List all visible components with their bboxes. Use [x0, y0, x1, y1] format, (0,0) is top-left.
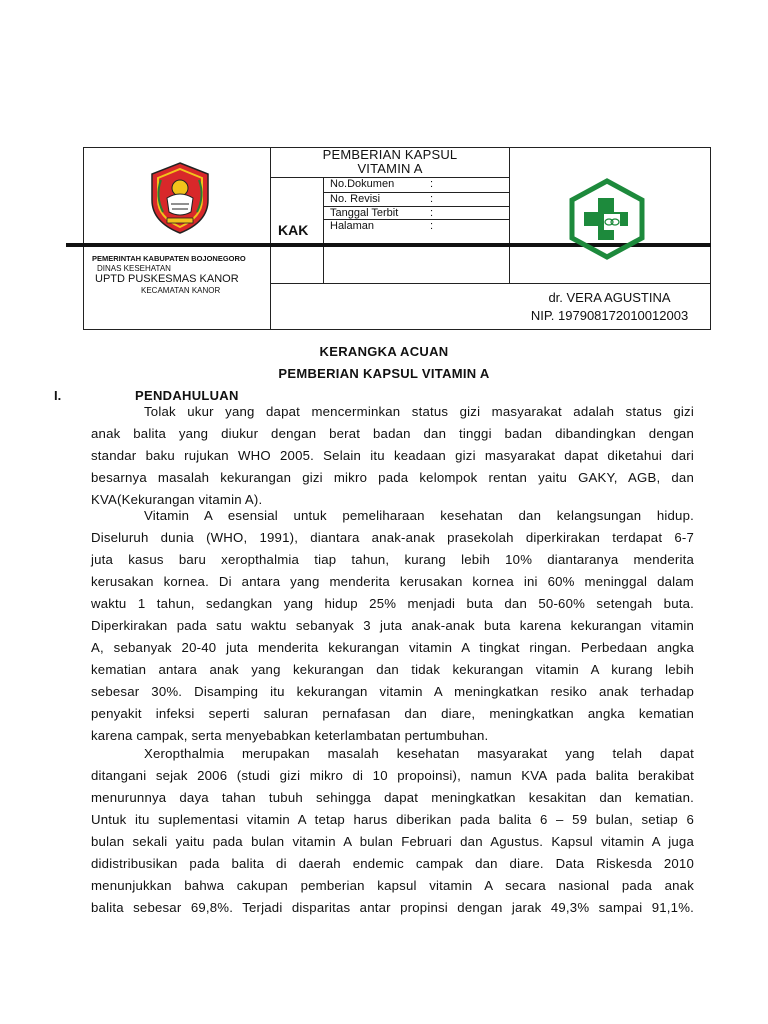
meta-halaman — [330, 220, 434, 232]
text-line: menurunnya daya tahan tubuh sehingga dapat meningkatkan kesakitan dan kematian. — [91, 790, 694, 805]
text-line: Tolak ukur yang dapat mencerminkan status gizi masyarakat adalah status gizi — [144, 404, 694, 419]
text-line: karena campak, serta menyebabkan keterlambatan pertumbuhan. — [91, 728, 489, 743]
meta-label: Tanggal Terbit — [330, 207, 399, 219]
kak-label: KAK — [278, 222, 309, 238]
text-line: Xeropthalmia merupakan masalah kesehatan masyarakat yang telah dapat — [144, 746, 694, 761]
divider-right — [509, 147, 510, 283]
org-health-office: DINAS KESEHATAN — [97, 264, 171, 273]
text-line: Diperkirakan pada satu waktu sebanyak 3 juta anak-anak buta karena kekurangan vitamin — [91, 618, 694, 633]
org-district: KECAMATAN KANOR — [141, 286, 221, 295]
meta-tanggal-terbit — [330, 207, 434, 219]
meta-colon: : — [430, 207, 434, 219]
text-line: penyakit infeksi seperti saluran pernafasan dan diare, meningkatkan angka kematian — [91, 706, 694, 721]
text-line: besarnya masalah kekurangan gizi mikro pada kelompok rentan yaitu GAKY, AGB, dan — [91, 470, 694, 485]
paragraph-3 — [91, 743, 694, 919]
row-sign-top — [270, 283, 711, 284]
meta-label: Halaman — [330, 220, 375, 232]
section-title: PENDAHULUAN — [135, 388, 239, 403]
document-title-line1: PEMBERIAN KAPSUL — [322, 147, 458, 162]
text-line: KVA(Kekurangan vitamin A). — [91, 492, 263, 507]
paragraph-2 — [91, 505, 694, 747]
paragraph-1 — [91, 401, 694, 511]
puskesmas-cross-logo-icon — [568, 178, 646, 260]
org-puskesmas: UPTD PUSKESMAS KANOR — [95, 273, 239, 285]
meta-label: No. Revisi — [330, 193, 381, 205]
meta-colon: : — [430, 193, 434, 205]
text-line: Untuk itu suplementasi vitamin A tetap harus diberikan pada balita 6 – 59 bulan, setiap 6 — [91, 812, 694, 827]
text-line: kerusakan kornea. Di antara yang menderita kerusakan kornea ini 60% meninggal dalam — [91, 574, 694, 589]
frame-bottom — [83, 329, 711, 330]
doc-heading-2: PEMBERIAN KAPSUL VITAMIN A — [278, 366, 490, 381]
text-line: bulan sekali yaitu pada bulan vitamin A bulan Februari dan Agustus. Kapsul vitamin A juga — [91, 834, 694, 849]
signer-name: dr. VERA AGUSTINA — [548, 290, 671, 305]
meta-label: No.Dokumen — [330, 178, 395, 190]
text-line: A, sebanyak 20-40 juta menderita kekurangan vitamin A tingkat ringan. Perbedaan angka — [91, 640, 694, 655]
frame-left — [83, 147, 84, 330]
section-number: I. — [54, 388, 62, 403]
document-title — [271, 148, 509, 176]
doc-heading-1: KERANGKA ACUAN — [319, 344, 449, 359]
meta-colon: : — [430, 178, 434, 190]
text-line: waktu 1 tahun, sedangkan yang hidup 25% menjadi buta dan 50-60% setengah buta. — [91, 596, 694, 611]
meta-no-revisi — [330, 193, 434, 205]
signer-nip: NIP. 197908172010012003 — [530, 308, 689, 323]
text-line: menunjukkan bahwa cakupan pemberian kapsul vitamin A secara nasional pada anak — [91, 878, 694, 893]
document-title-line2: VITAMIN A — [357, 161, 423, 176]
meta-no-dokumen — [330, 178, 434, 190]
text-line: anak balita yang diukur dengan berat badan dan tinggi badan dibandingkan dengan — [91, 426, 694, 441]
text-line: sebesar 30%. Disamping itu kekurangan vitamin A meningkatkan resiko anak terhadap — [91, 684, 694, 699]
text-line: didistribusikan pada balita di daerah endemic campak dan diare. Data Riskesda 2010 — [91, 856, 694, 871]
text-line: standar baku rujukan WHO 2005. Selain itu keadaan gizi masyarakat dapat diketahui dari — [91, 448, 694, 463]
bojonegoro-regency-emblem-icon — [145, 160, 215, 236]
frame-right — [710, 147, 711, 330]
text-line: Vitamin A esensial untuk pemeliharaan kesehatan dan kelangsungan hidup. — [144, 508, 694, 523]
text-line: Diseluruh dunia (WHO, 1991), diantara anak-anak prasekolah diperkirakan terdapat 6-7 — [91, 530, 694, 545]
org-government: PEMERINTAH KABUPATEN BOJONEGORO — [92, 254, 246, 263]
text-line: juta kasus baru xeropthalmia tiap tahun, kurang lebih 10% diantaranya menderita — [91, 552, 694, 567]
text-line: kematian antara anak yang kekurangan dan tidak kekurangan vitamin A kurang lebih — [91, 662, 694, 677]
text-line: ditangani sejak 2006 (studi gizi mikro di 10 propoinsi), namun KVA pada balita berakibat — [91, 768, 694, 783]
text-line: balita sebesar 69,8%. Terjadi disparitas antar propinsi dengan jarak 49,3% sampai 91,1%. — [91, 900, 694, 915]
meta-colon: : — [430, 220, 434, 232]
